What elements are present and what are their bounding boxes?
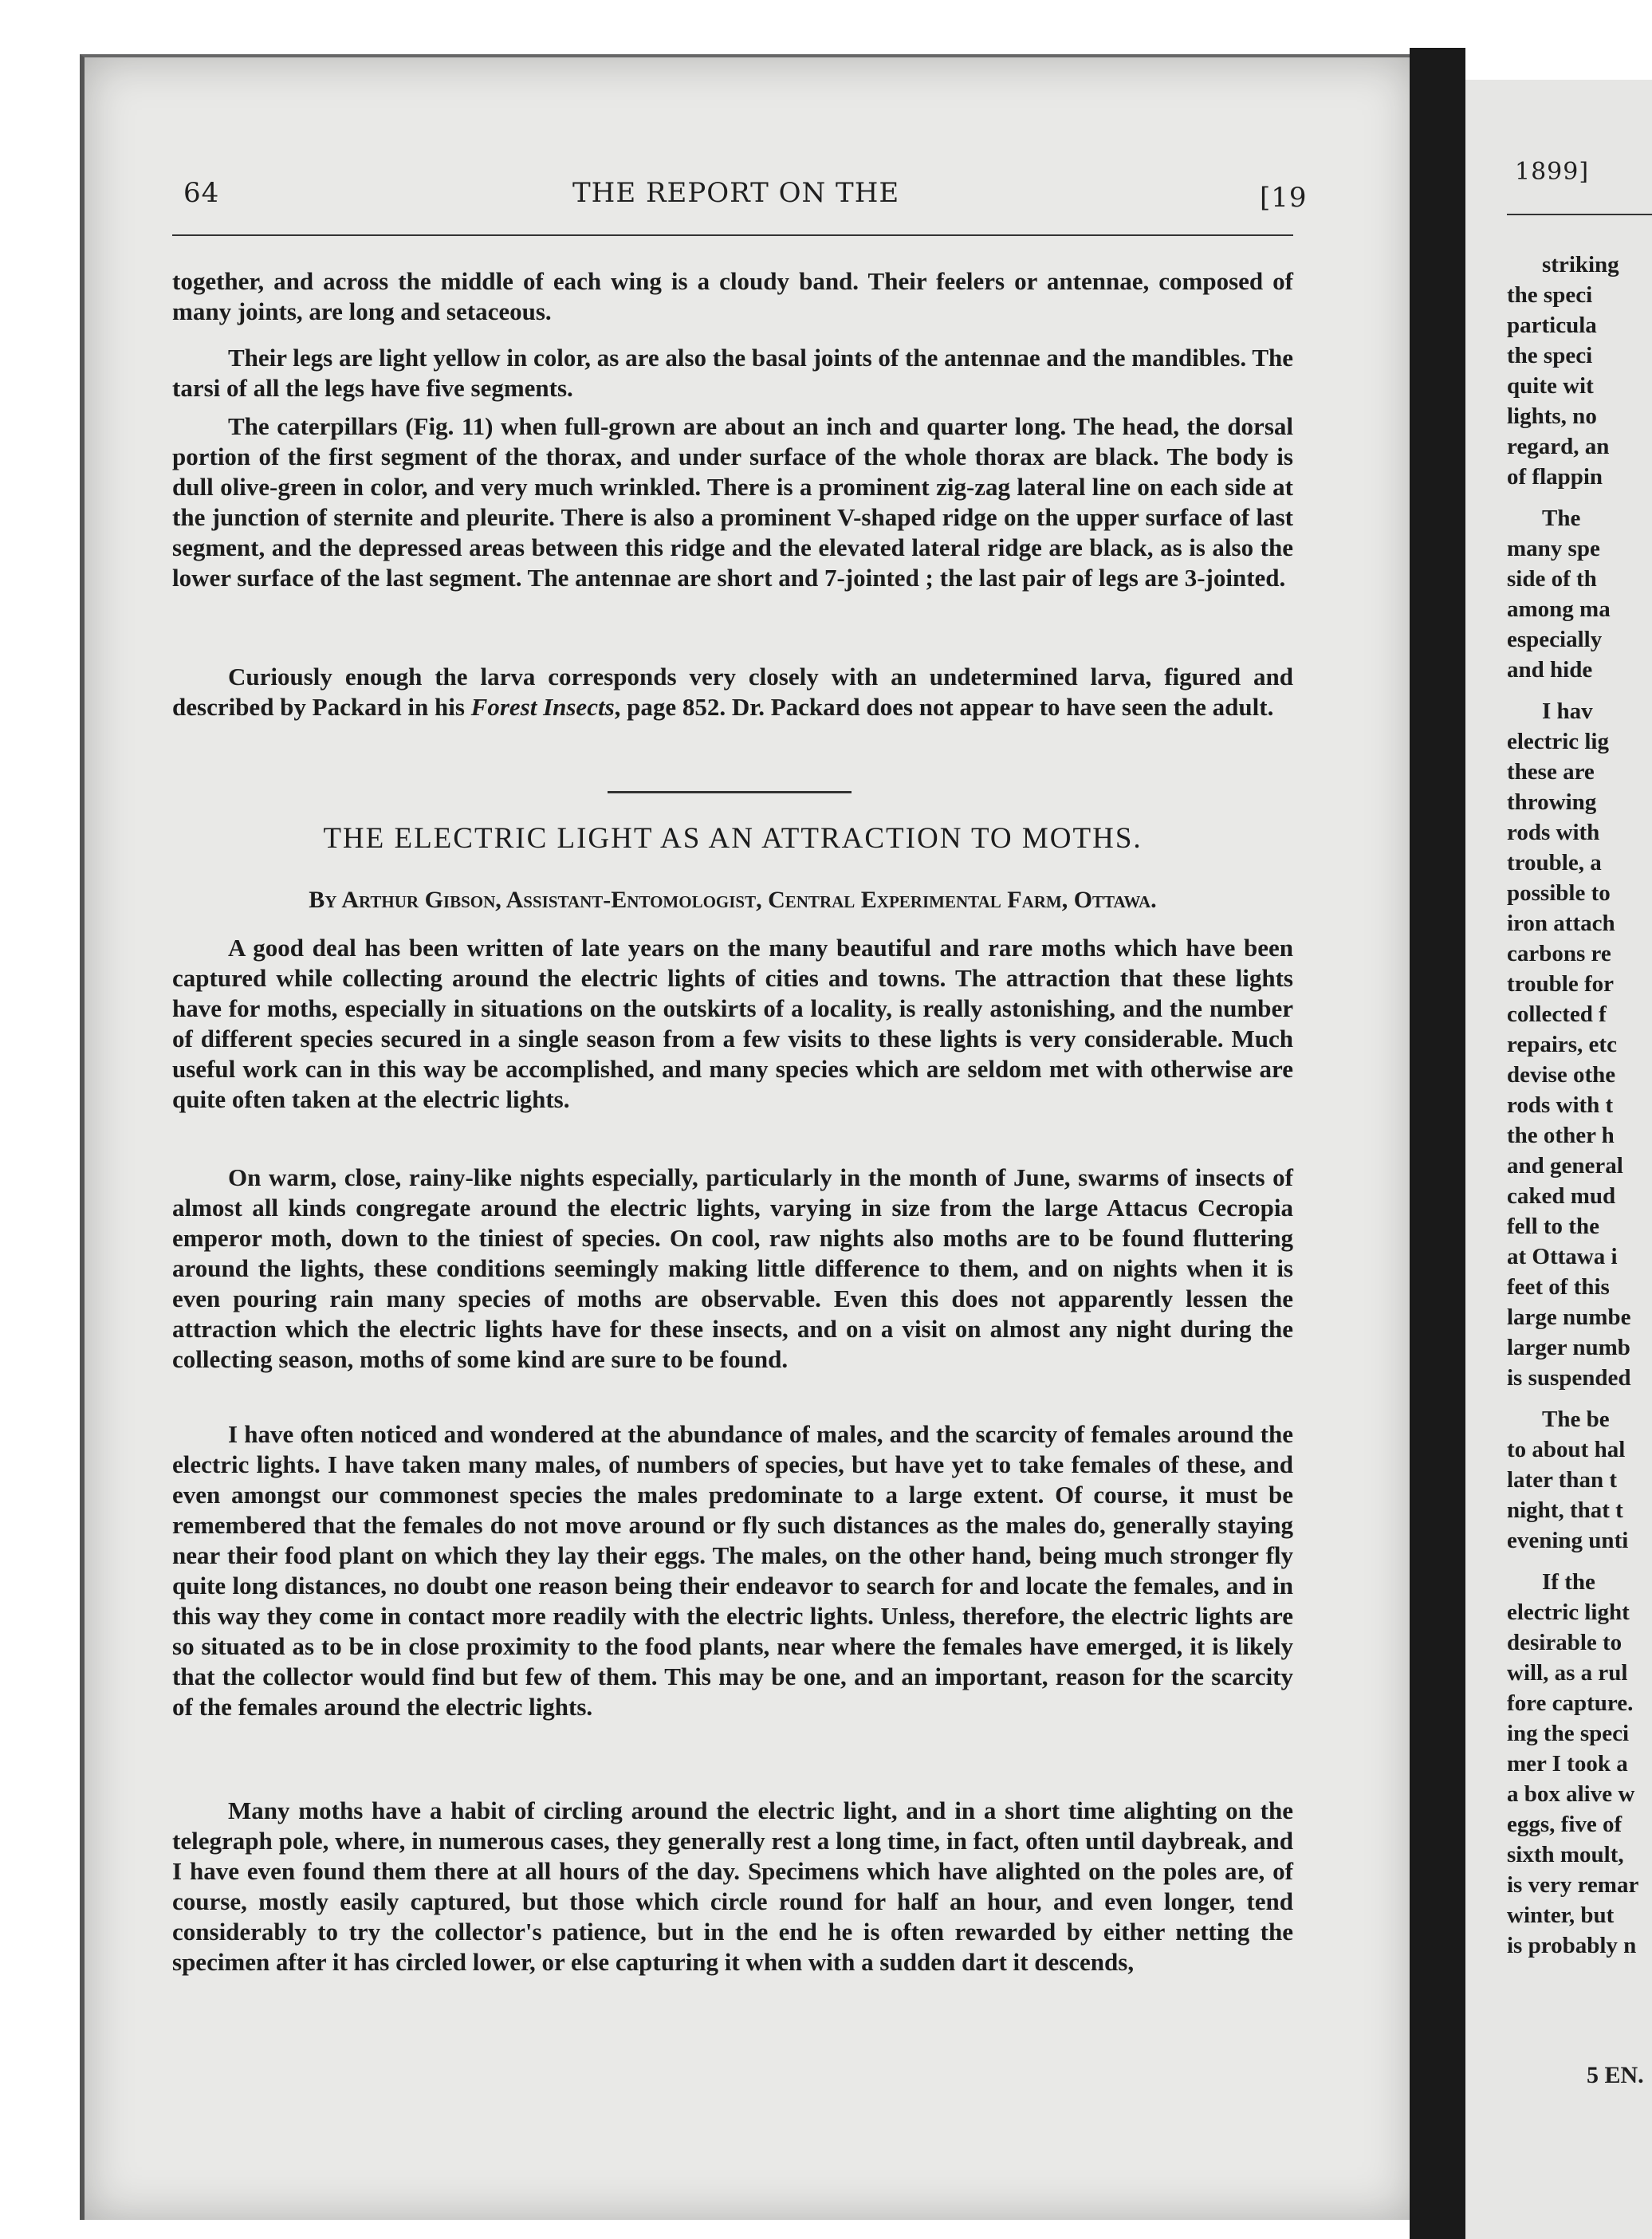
right-page-line: The [1542,506,1581,531]
right-page-line: regard, an [1507,434,1610,459]
article-byline: By Arthur Gibson, Assistant-Entomologist, Central Experimental Farm, Ottawa. [309,887,1157,913]
right-page-line: the speci [1507,282,1593,308]
right-page-line: If the [1542,1569,1595,1595]
book-gutter [1410,48,1465,2239]
right-page-line: these are [1507,759,1595,785]
right-page-line: I hav [1542,698,1593,724]
right-page-line: and hide [1507,657,1593,683]
right-page-line: throwing [1507,789,1597,815]
article-paragraph-circling: Many moths have a habit of circling around the electric light, and in a short time alighting on the telegraph pole, where, in numerous cases, they generally rest a long time, in fact, often until daybreak, and I have even found them there at all hours of the day. Specimens which have alighted on the poles are, of course, mostly easily captured, but those which circle round for half an hour, and even longer, tend considerably to try the collector's patience, but in the end he is often rewarded by either netting the specimen after it has circled lower, or else capturing it when with a sudden dart it descends, [172,1796,1293,1976]
right-page-line: later than t [1507,1467,1618,1493]
right-page-line: larger numb [1507,1335,1630,1360]
right-page-line: trouble for [1507,971,1614,997]
right-page-line: a box alive w [1507,1781,1635,1807]
right-page-line: rods with t [1507,1092,1614,1118]
right-page-line: is very remar [1507,1872,1639,1898]
section-divider [608,791,852,793]
article-title: THE ELECTRIC LIGHT AS AN ATTRACTION TO MOTHS. [323,822,1143,855]
right-page-line: to about hal [1507,1437,1626,1462]
article-paragraph-males-females: I have often noticed and wondered at the abundance of males, and the scarcity of females around the electric lights. I have taken many males, of numbers of species, but have yet to take females of these, and even amongst our commonest species the males predominate to a large extent. Of course, it must be remembered that the females do not move around or fly such distances as the males do, generally staying near their food plant on which they lay their eggs. The males, on the other hand, being much stronger fly quite long distances, no doubt one reason being their endeavor to search for and locate the females, and in this way they come in contact more readily with the electric lights. Unless, therefore, the electric lights are so situated as to be in close proximity to the food plants, near where the females have emerged, it is likely that the collector would find but few of them. This may be one, and an important, reason for the scarcity of the females around the electric lights. [172,1420,1293,1721]
right-page-line: of flappin [1507,464,1603,490]
paragraph-packard [172,662,1293,722]
right-page-line: large numbe [1507,1304,1631,1330]
paragraph-legs: Their legs are light yellow in color, as are also the basal joints of the antennae and the mandibles. The tarsi of all the legs have five segments. [172,344,1293,402]
right-page-line: fell to the [1507,1214,1599,1239]
right-page-line: devise othe [1507,1062,1616,1088]
right-page-line: especially [1507,627,1603,652]
right-page-line: rods with [1507,820,1600,845]
printer-signature: 5 EN. [1587,2062,1644,2088]
right-page-line: the other h [1507,1123,1615,1148]
right-page-line: is probably n [1507,1933,1637,1958]
right-page-line: electric lig [1507,729,1609,754]
right-page-line: striking [1542,252,1619,277]
right-page-line: sixth moult, [1507,1842,1624,1867]
right-page-year: 1899] [1515,158,1590,186]
right-page-line: is suspended [1507,1365,1631,1391]
right-page-line: collected f [1507,1001,1607,1027]
right-page-line: particula [1507,313,1597,338]
right-header-rule [1507,214,1652,215]
right-page-line: caked mud [1507,1183,1616,1209]
right-page-line: eggs, five of [1507,1812,1622,1837]
right-page-line: among ma [1507,596,1611,622]
right-page-line: electric light [1507,1600,1630,1625]
running-head-year: [19 [1260,182,1308,214]
right-page-line: and general [1507,1153,1623,1179]
packard-text-after: , page 852. Dr. Packard does not appear to have seen the adult. [614,693,1274,721]
right-page-line: desirable to [1507,1630,1622,1655]
right-page-line: quite wit [1507,373,1594,399]
paragraph-caterpillars: The caterpillars (Fig. 11) when full-grown are about an inch and quarter long. The head, the dorsal portion of the first segment of the thorax, and under surface of the whole thorax are black. The body is dull olive-green in color, and very much wrinkled. There is a prominent zig-zag lateral line on each side at the junction of sternite and pleurite. There is also a prominent V-shaped ridge on the upper surface of last segment, and the depressed areas between this ridge and the elevated lateral ridge are black, as is also the lower surface of the last segment. The antennae are short and 7-jointed ; the last pair of legs are 3-jointed. [172,412,1293,592]
right-page-line: carbons re [1507,941,1611,966]
right-page-line: will, as a rul [1507,1660,1628,1686]
page-number: 64 [183,177,220,209]
right-page-line: the speci [1507,343,1593,368]
right-page-line: fore capture. [1507,1690,1634,1716]
right-page-line: The be [1542,1407,1610,1432]
right-page-line: repairs, etc [1507,1032,1617,1057]
right-page-line: evening unti [1507,1528,1629,1553]
right-page-line: iron attach [1507,911,1615,936]
article-paragraph-warm-nights: On warm, close, rainy-like nights especially, particularly in the month of June, swarms of insects of almost all kinds congregate around the electric lights, varying in size from the large Attacus Cecropia emperor moth, down to the tiniest of species. On cool, raw nights also moths are to be found fluttering around the lights, these conditions seemingly making little difference to them, and on nights when it is even pouring rain many species of moths are observable. Even this does not apparently lessen the attraction which the electric lights have for these insects, and on a visit on almost any night during the collecting season, moths of some kind are sure to be found. [172,1163,1293,1373]
right-page-line: lights, no [1507,403,1597,429]
right-page-line: mer I took a [1507,1751,1628,1777]
running-head: THE REPORT ON THE [572,177,900,209]
paragraph-wing-band: together, and across the middle of each wing is a cloudy band. Their feelers or antennae, composed of many joints, are long and setaceous. [172,267,1293,325]
right-page-line: possible to [1507,880,1611,906]
right-page-line: ing the speci [1507,1721,1630,1746]
right-page-line: winter, but [1507,1903,1615,1928]
book-title-forest-insects: Forest Insects [470,693,615,721]
right-page-line: at Ottawa i [1507,1244,1618,1269]
right-page-line: many spe [1507,536,1600,561]
article-paragraph-intro: A good deal has been written of late years on the many beautiful and rare moths which have been captured while collecting around the electric lights of cities and towns. The attraction that these lights have for moths, especially in situations on the outskirts of a locality, is really astonishing, and the number of different species secured in a single season from a few visits to these lights is very considerable. Much useful work can in this way be accomplished, and many species which are seldom met with otherwise are quite often taken at the electric lights. [172,934,1293,1113]
header-rule [172,234,1293,236]
right-page-line: night, that t [1507,1497,1623,1523]
packard-text-before: Curiously enough the larva corresponds very closely with an undetermined larva, figured and described by Packard in his [172,663,1293,721]
right-page-line: trouble, a [1507,850,1602,876]
right-page-line: feet of this [1507,1274,1610,1300]
right-page-line: side of th [1507,566,1597,592]
